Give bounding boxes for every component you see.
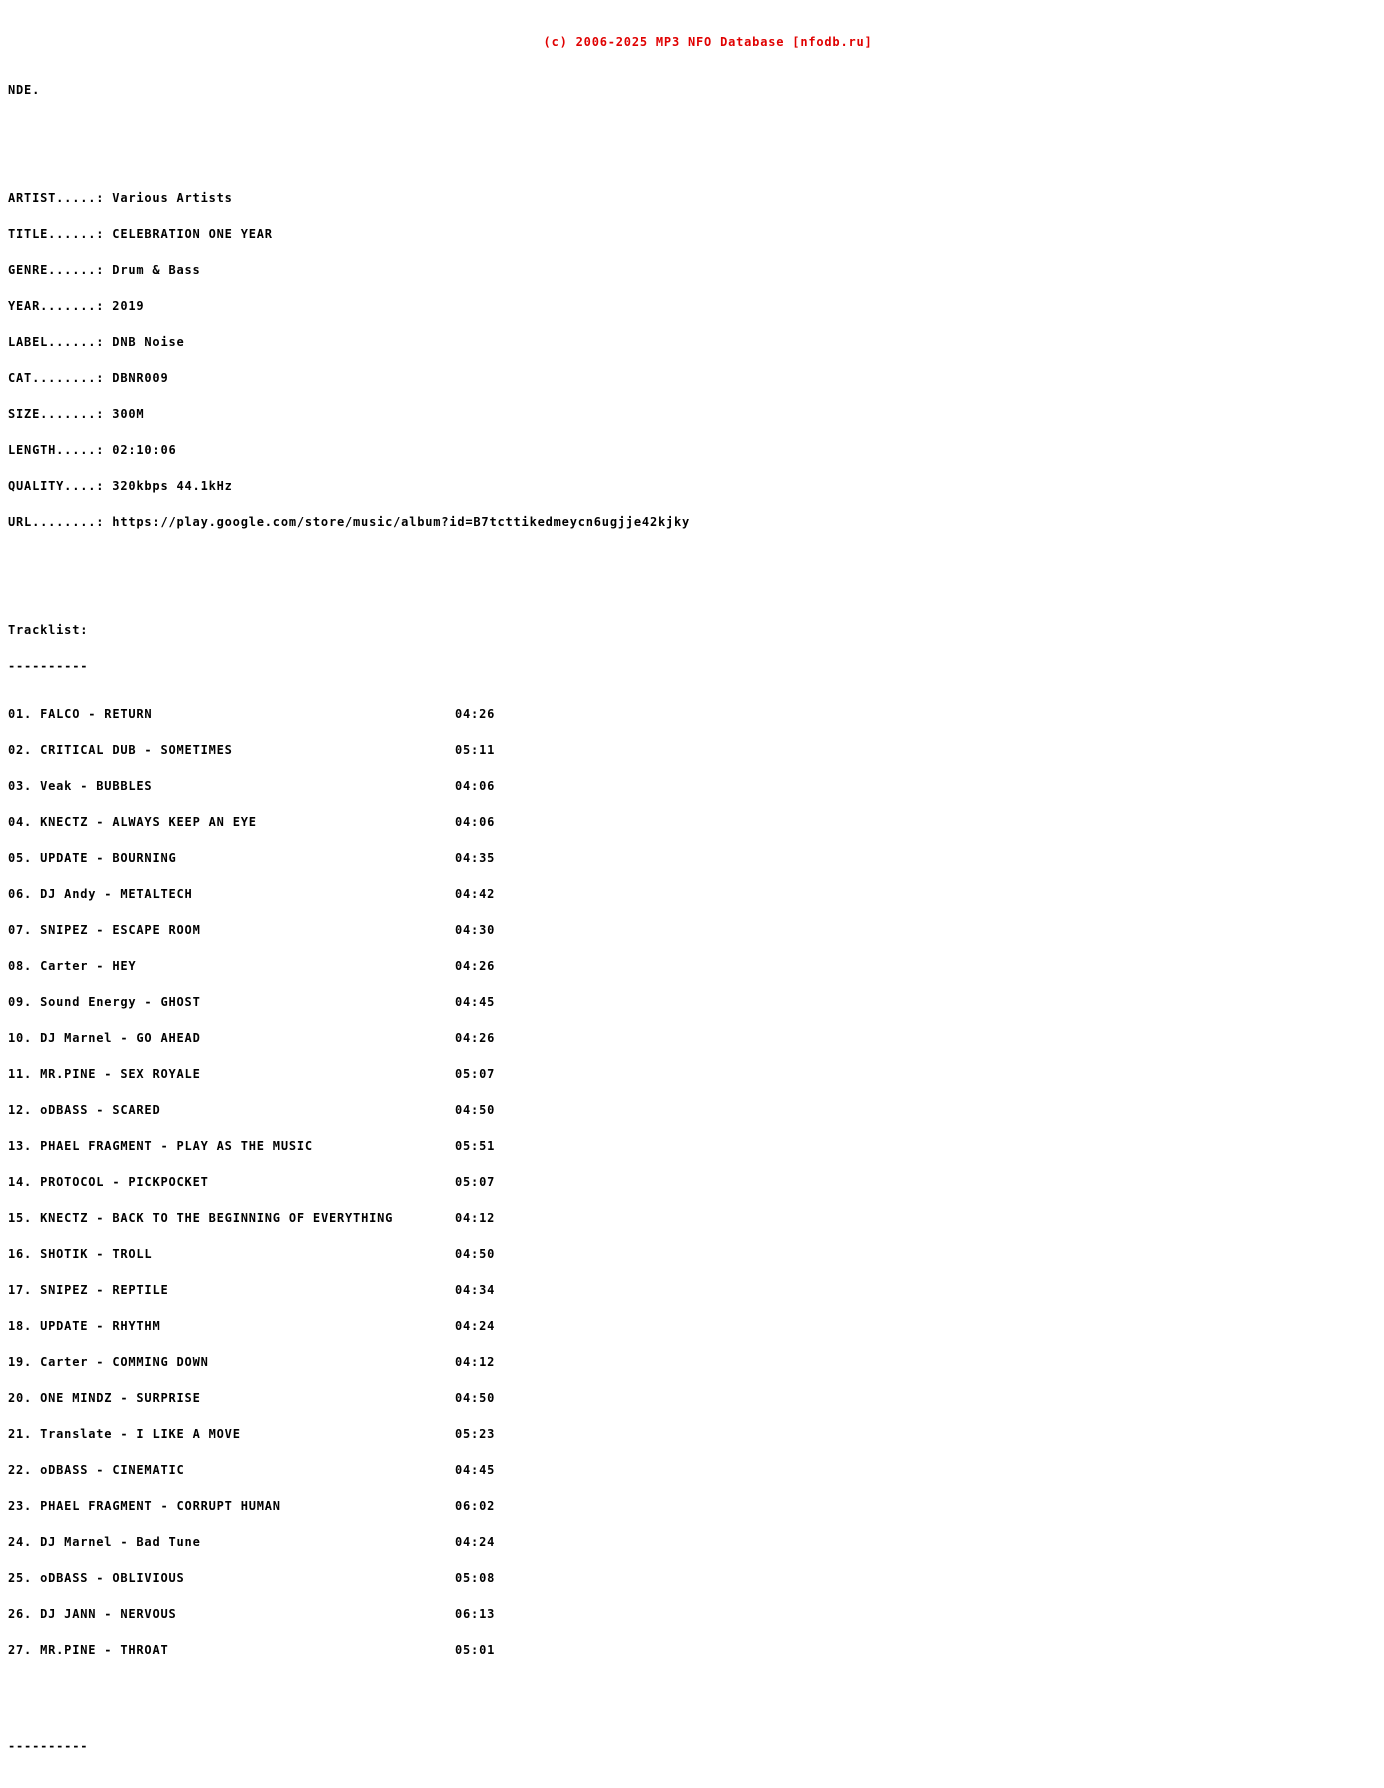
track-label: 13. PHAEL FRAGMENT - PLAY AS THE MUSIC [8, 1139, 313, 1153]
spacer [8, 1692, 1384, 1716]
track-label: 12. oDBASS - SCARED [8, 1103, 161, 1117]
tracklist-underline: ---------- [8, 659, 89, 673]
field-value: CELEBRATION ONE YEAR [112, 227, 273, 241]
track-label: 20. ONE MINDZ - SURPRISE [8, 1391, 201, 1405]
track-row [8, 1032, 1384, 1044]
field-value: Various Artists [112, 191, 233, 205]
track-row [8, 744, 1384, 756]
track-duration: 05:23 [455, 1427, 496, 1441]
track-label: 01. FALCO - RETURN [8, 707, 153, 721]
field-value: DNB Noise [112, 335, 185, 349]
copyright-text: (c) 2006-2025 MP3 NFO Database [nfodb.ru] [543, 35, 873, 49]
track-duration: 04:34 [455, 1283, 496, 1297]
track-label: 07. SNIPEZ - ESCAPE ROOM [8, 923, 201, 937]
track-duration: 05:01 [455, 1643, 496, 1657]
track-label: 27. MR.PINE - THROAT [8, 1643, 169, 1657]
release-field-row [8, 192, 1384, 204]
track-label: 10. DJ Marnel - GO AHEAD [8, 1031, 201, 1045]
track-row [8, 816, 1384, 828]
field-value: 2019 [112, 299, 145, 313]
track-row [8, 1464, 1384, 1476]
track-label: 04. KNECTZ - ALWAYS KEEP AN EYE [8, 815, 257, 829]
field-value: 320kbps 44.1kHz [112, 479, 233, 493]
track-duration: 05:08 [455, 1571, 496, 1585]
track-duration: 04:42 [455, 887, 496, 901]
field-label: LENGTH.....: [8, 443, 105, 457]
track-label: 22. oDBASS - CINEMATIC [8, 1463, 185, 1477]
track-label: 05. UPDATE - BOURNING [8, 851, 177, 865]
spacer [8, 564, 1384, 600]
field-value: https://play.google.com/store/music/album?id=B7tcttikedmeycn6ugjje42kjky [112, 515, 691, 529]
track-label: 06. DJ Andy - METALTECH [8, 887, 193, 901]
track-row [8, 1248, 1384, 1260]
field-label: SIZE.......: [8, 407, 105, 421]
track-duration: 04:50 [455, 1391, 496, 1405]
track-duration: 04:06 [455, 815, 496, 829]
track-row [8, 1500, 1384, 1512]
track-row [8, 1068, 1384, 1080]
track-label: 15. KNECTZ - BACK TO THE BEGINNING OF EVERYTHING [8, 1211, 394, 1225]
track-duration: 04:06 [455, 779, 496, 793]
track-duration: 04:24 [455, 1319, 496, 1333]
track-duration: 04:45 [455, 1463, 496, 1477]
field-value: 02:10:06 [112, 443, 177, 457]
release-field-row [8, 516, 1384, 528]
track-duration: 06:02 [455, 1499, 496, 1513]
track-row [8, 888, 1384, 900]
spacer [8, 120, 1384, 156]
release-field-row [8, 372, 1384, 384]
track-duration: 04:24 [455, 1535, 496, 1549]
footer-divider: ---------- [8, 1739, 89, 1753]
track-label: 14. PROTOCOL - PICKPOCKET [8, 1175, 209, 1189]
release-field-row [8, 228, 1384, 240]
field-label: LABEL......: [8, 335, 105, 349]
field-label: GENRE......: [8, 263, 105, 277]
track-duration: 05:11 [455, 743, 496, 757]
track-label: 23. PHAEL FRAGMENT - CORRUPT HUMAN [8, 1499, 281, 1513]
track-duration: 04:26 [455, 707, 496, 721]
track-row [8, 1428, 1384, 1440]
release-field-row [8, 444, 1384, 456]
track-label: 18. UPDATE - RHYTHM [8, 1319, 161, 1333]
track-row [8, 1536, 1384, 1548]
track-label: 21. Translate - I LIKE A MOVE [8, 1427, 241, 1441]
track-duration: 04:50 [455, 1247, 496, 1261]
track-duration: 05:07 [455, 1175, 496, 1189]
track-label: 16. SHOTIK - TROLL [8, 1247, 153, 1261]
field-value: 300M [112, 407, 145, 421]
track-duration: 04:12 [455, 1355, 496, 1369]
field-value: Drum & Bass [112, 263, 201, 277]
field-label: URL........: [8, 515, 105, 529]
field-label: YEAR.......: [8, 299, 105, 313]
track-row [8, 1320, 1384, 1332]
track-duration: 05:07 [455, 1067, 496, 1081]
field-label: ARTIST.....: [8, 191, 105, 205]
track-duration: 04:30 [455, 923, 496, 937]
field-label: QUALITY....: [8, 479, 105, 493]
release-field-row [8, 480, 1384, 492]
track-row [8, 1572, 1384, 1584]
track-label: 03. Veak - BUBBLES [8, 779, 153, 793]
track-row [8, 924, 1384, 936]
track-row [8, 1356, 1384, 1368]
track-row [8, 708, 1384, 720]
copyright-line [0, 24, 1384, 49]
track-duration: 04:26 [455, 1031, 496, 1045]
release-field-row [8, 408, 1384, 420]
track-duration: 04:26 [455, 959, 496, 973]
track-row [8, 1284, 1384, 1296]
field-label: TITLE......: [8, 227, 105, 241]
track-label: 19. Carter - COMMING DOWN [8, 1355, 209, 1369]
track-duration: 04:45 [455, 995, 496, 1009]
track-label: 08. Carter - HEY [8, 959, 137, 973]
track-label: 24. DJ Marnel - Bad Tune [8, 1535, 201, 1549]
track-row [8, 1608, 1384, 1620]
track-row [8, 960, 1384, 972]
track-row [8, 996, 1384, 1008]
track-duration: 06:13 [455, 1607, 496, 1621]
release-field-row [8, 300, 1384, 312]
track-label: 17. SNIPEZ - REPTILE [8, 1283, 169, 1297]
nfo-content [0, 60, 1384, 1776]
track-duration: 05:51 [455, 1139, 496, 1153]
track-label: 25. oDBASS - OBLIVIOUS [8, 1571, 185, 1585]
field-value: DBNR009 [112, 371, 169, 385]
track-label: 09. Sound Energy - GHOST [8, 995, 201, 1009]
track-row [8, 852, 1384, 864]
track-row [8, 1644, 1384, 1656]
tracklist-heading: Tracklist: [8, 623, 89, 637]
track-row [8, 1140, 1384, 1152]
track-row [8, 780, 1384, 792]
track-label: 02. CRITICAL DUB - SOMETIMES [8, 743, 233, 757]
track-label: 26. DJ JANN - NERVOUS [8, 1607, 177, 1621]
field-label: CAT........: [8, 371, 105, 385]
track-label: 11. MR.PINE - SEX ROYALE [8, 1067, 201, 1081]
release-field-row [8, 336, 1384, 348]
release-field-row [8, 264, 1384, 276]
track-row [8, 1176, 1384, 1188]
nfo-ascii-text: NDE. [8, 83, 41, 97]
track-duration: 04:50 [455, 1103, 496, 1117]
track-duration: 04:35 [455, 851, 496, 865]
track-row [8, 1104, 1384, 1116]
track-row [8, 1392, 1384, 1404]
track-row [8, 1212, 1384, 1224]
track-duration: 04:12 [455, 1211, 496, 1225]
